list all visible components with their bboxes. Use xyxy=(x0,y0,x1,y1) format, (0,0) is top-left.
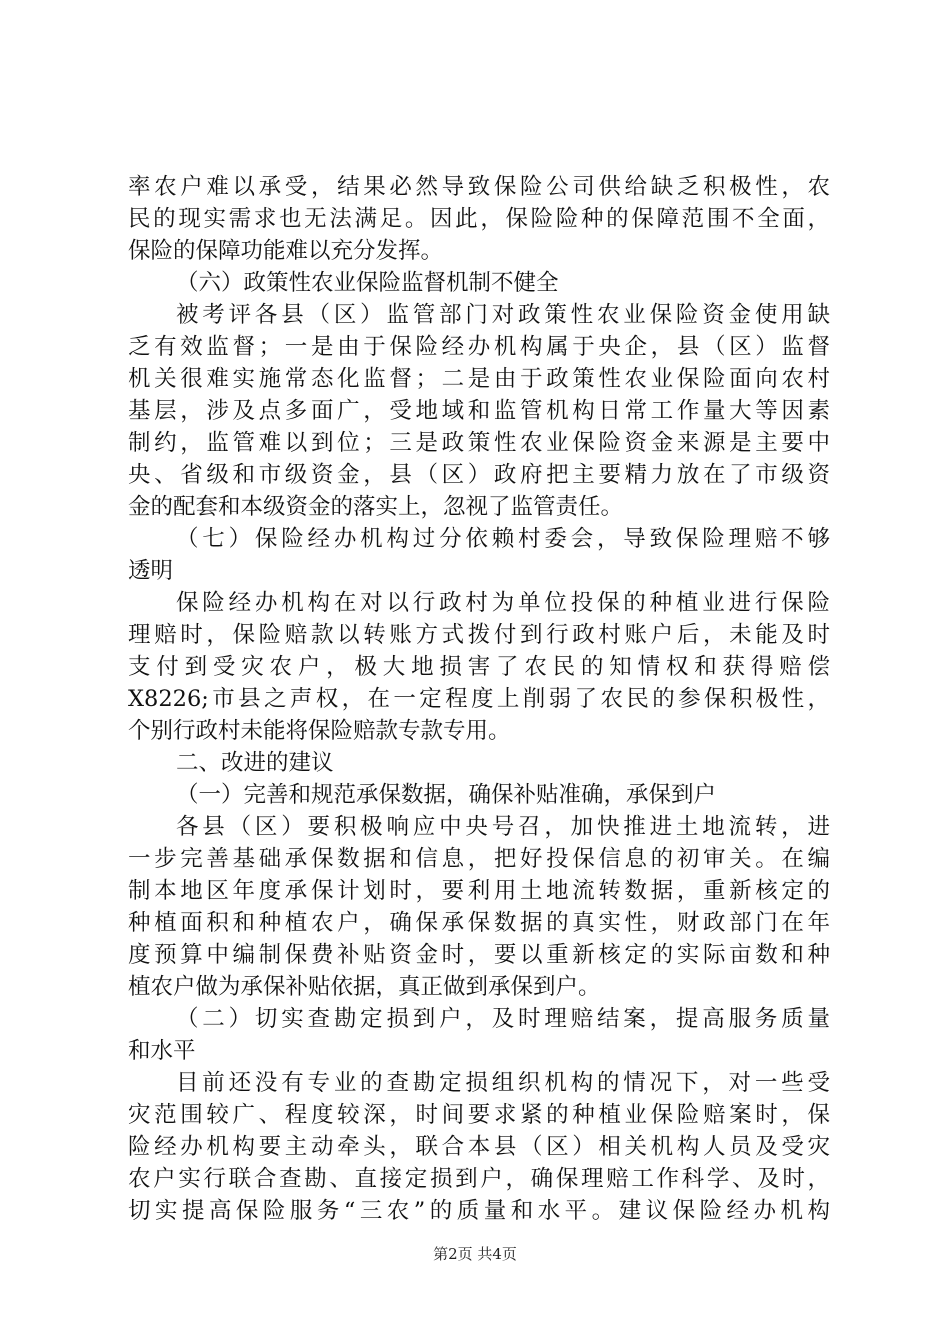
document-body xyxy=(128,171,830,1227)
text-line: 和水平 xyxy=(128,1038,196,1064)
text-line: 度预算中编制保费补贴资金时，要以重新核定的实际亩数和种 xyxy=(128,942,830,968)
text-line: 一步完善基础承保数据和信息，把好投保信息的初审关。在编 xyxy=(128,846,830,872)
text-line: 制本地区年度承保计划时，要利用土地流转数据，重新核定的 xyxy=(128,878,830,904)
text-line: 种植面积和种植农户，确保承保数据的真实性，财政部门在年 xyxy=(128,910,830,936)
text-line: 切实提高保险服务“三农”的质量和水平。建议保险经办机构 xyxy=(128,1198,830,1224)
text-line: 央、省级和市级资金，县（区）政府把主要精力放在了市级资 xyxy=(128,462,830,488)
text-line: 支付到受灾农户，极大地损害了农民的知情权和获得赔偿 xyxy=(128,654,830,680)
text-line: 金的配套和本级资金的落实上，忽视了监管责任。 xyxy=(128,494,624,520)
text-line: 二、改进的建议 xyxy=(176,750,334,776)
text-line: 保险的保障功能难以充分发挥。 xyxy=(128,238,444,264)
text-line: 基层，涉及点多面广，受地域和监管机构日常工作量大等因素 xyxy=(128,398,830,424)
text-line: 保险经办机构在对以行政村为单位投保的种植业进行保险 xyxy=(176,590,830,616)
text-line: 率农户难以承受，结果必然导致保险公司供给缺乏积极性，农 xyxy=(128,174,830,200)
text-line: （一）完善和规范承保数据，确保补贴准确，承保到户 xyxy=(176,782,717,808)
text-line: 目前还没有专业的查勘定损组织机构的情况下，对一些受 xyxy=(176,1070,830,1096)
text-line: 理赔时，保险赔款以转账方式拨付到行政村账户后，未能及时 xyxy=(128,622,830,648)
text-line: 农户实行联合查勘、直接定损到户，确保理赔工作科学、及时， xyxy=(128,1166,830,1192)
text-line: 各县（区）要积极响应中央号召，加快推进土地流转，进 xyxy=(176,814,830,840)
text-line: 民的现实需求也无法满足。因此，保险险种的保障范围不全面， xyxy=(128,206,830,232)
text-line: （七）保险经办机构过分依赖村委会，导致保险理赔不够 xyxy=(176,526,830,552)
text-line: 个别行政村未能将保险赔款专款专用。 xyxy=(128,718,511,744)
text-line: X8226;市县之声权，在一定程度上削弱了农民的参保积极性， xyxy=(128,686,830,712)
text-line: 灾范围较广、程度较深，时间要求紧的种植业保险赔案时，保 xyxy=(128,1102,830,1128)
text-line: （二）切实查勘定损到户，及时理赔结案，提高服务质量 xyxy=(176,1006,830,1032)
text-line: 机关很难实施常态化监督；二是由于政策性农业保险面向农村 xyxy=(128,366,830,392)
text-line: 透明 xyxy=(128,558,174,584)
text-line: （六）政策性农业保险监督机制不健全 xyxy=(176,270,559,296)
text-line: 乏有效监督；一是由于保险经办机构属于央企，县（区）监督 xyxy=(128,334,830,360)
text-line: 植农户做为承保补贴依据，真正做到承保到户。 xyxy=(128,974,601,1000)
page-footer: 第2页 共4页 xyxy=(433,1245,517,1263)
text-line: 被考评各县（区）监管部门对政策性农业保险资金使用缺 xyxy=(176,302,830,328)
text-line: 险经办机构要主动牵头，联合本县（区）相关机构人员及受灾 xyxy=(128,1134,830,1160)
text-line: 制约，监管难以到位；三是政策性农业保险资金来源是主要中 xyxy=(128,430,830,456)
